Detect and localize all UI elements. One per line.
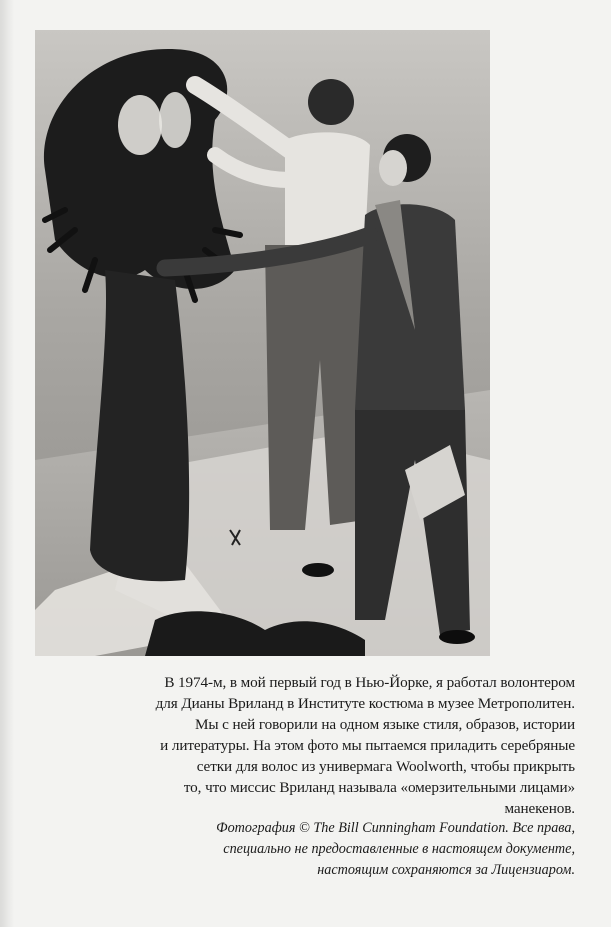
photo-illustration — [35, 30, 490, 656]
credit-line: настоящим сохраняются за Лицензиаром. — [317, 862, 575, 878]
caption-line: сетки для волос из универмага Woolworth, чтобы прикрыть — [196, 758, 575, 775]
man-head — [308, 79, 354, 125]
caption-line: Мы с ней говорили на одном языке стиля, образов, истории — [194, 716, 575, 733]
credit-line: специально не предоставленные в настоящем документе, — [223, 841, 575, 857]
photo-caption — [112, 672, 575, 819]
photo-credit — [150, 818, 575, 881]
hairnet — [159, 92, 191, 148]
caption-line: для Дианы Вриланд в Институте костюма в музее Метрополитен. — [155, 695, 575, 712]
woman-shoe — [439, 630, 475, 644]
woman-face — [379, 150, 407, 186]
mannequin-face — [118, 95, 162, 155]
caption-line: и литературы. На этом фото мы пытаемся приладить серебряные — [160, 737, 575, 754]
caption-line: то, что миссис Вриланд называла «омерзительными лицами» — [183, 779, 575, 796]
credit-line: Фотография © The Bill Cunningham Foundation. Все права, — [216, 820, 575, 836]
caption-line: манекенов. — [504, 800, 575, 817]
page-gutter-shadow — [0, 0, 14, 927]
man-shoe — [302, 563, 334, 577]
caption-line: В 1974-м, в мой первый год в Нью-Йорке, я работал волонтером — [164, 674, 575, 691]
photograph — [35, 30, 490, 656]
